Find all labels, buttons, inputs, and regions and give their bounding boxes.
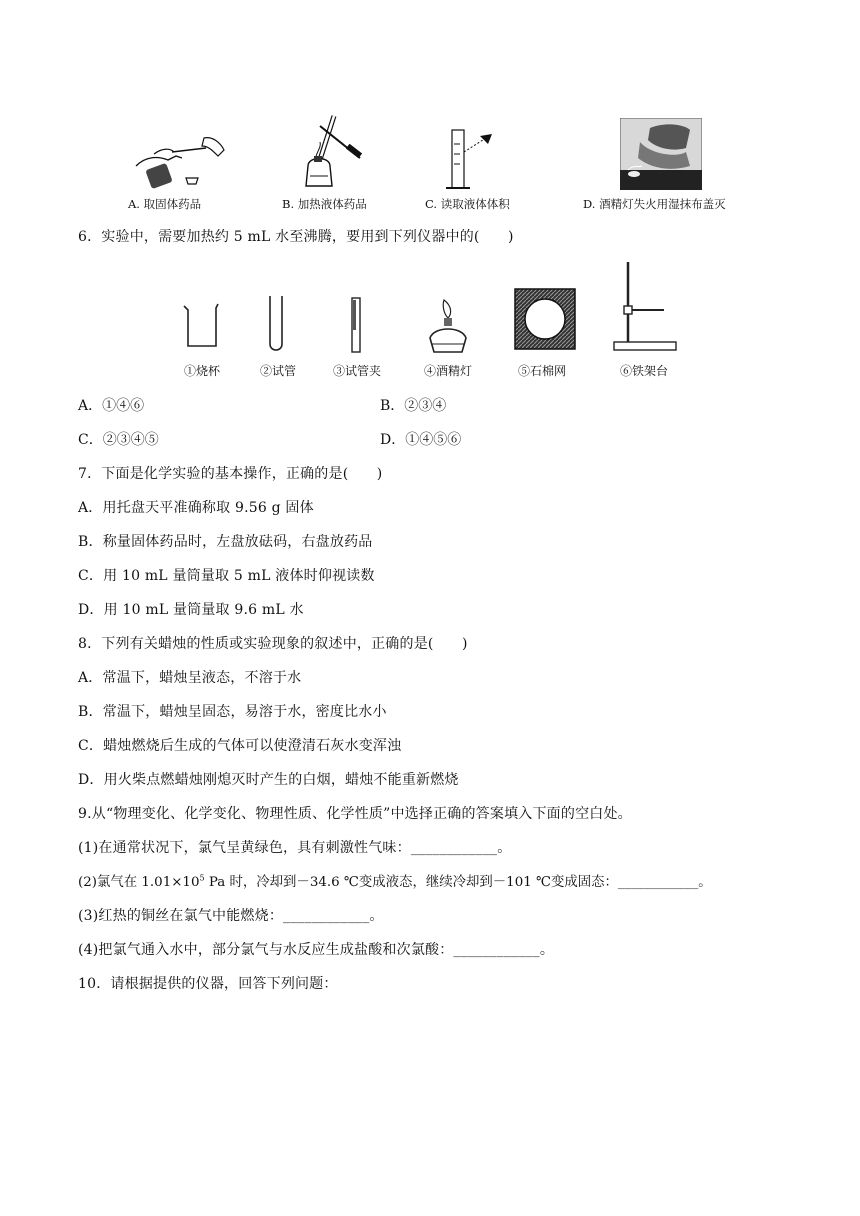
label-test-tube: ②试管 xyxy=(260,364,297,378)
q6-option-c: C．②③④⑤ xyxy=(78,432,159,448)
q8-option-a: A．常温下，蜡烛呈液态，不溶于水 xyxy=(78,670,302,686)
figure-read-volume xyxy=(440,124,500,194)
q8-option-b: B．常温下，蜡烛呈固态，易溶于水，密度比水小 xyxy=(78,704,387,720)
q6-option-b: B．②③④ xyxy=(380,398,447,414)
figure-take-solid xyxy=(128,128,238,190)
q10-stem: 10．请根据提供的仪器，回答下列问题： xyxy=(78,976,338,992)
figure-heat-liquid xyxy=(290,108,370,196)
label-gauze: ⑤石棉网 xyxy=(518,364,567,378)
beaker-icon xyxy=(180,300,222,350)
q7-option-b: B．称量固体药品时，左盘放砝码，右盘放药品 xyxy=(78,534,373,550)
q7-option-c: C．用 10 mL 量筒量取 5 mL 液体时仰视读数 xyxy=(78,568,375,584)
q7-stem: 7．下面是化学实验的基本操作，正确的是( ) xyxy=(78,466,383,482)
q6-option-a: A．①④⑥ xyxy=(78,398,145,414)
label-beaker: ①烧杯 xyxy=(184,364,221,378)
caption-a: A. 取固体药品 xyxy=(128,197,202,211)
label-lamp: ④酒精灯 xyxy=(424,364,473,378)
q9-sub-2-pre: (2)氯气在 1.01×10 xyxy=(78,875,200,890)
label-clamp: ③试管夹 xyxy=(333,364,382,378)
test-tube-clamp-icon xyxy=(348,296,364,356)
alcohol-lamp-icon xyxy=(424,296,472,356)
q9-sub-2-exponent: 5 xyxy=(199,873,205,883)
q9-sub-2-post: Pa 时，冷却到－34.6 ℃变成液态，继续冷却到－101 ℃变成固态：____________。 xyxy=(204,875,712,890)
q8-option-c: C．蜡烛燃烧后生成的气体可以使澄清石灰水变浑浊 xyxy=(78,738,402,754)
q6-option-d: D．①④⑤⑥ xyxy=(380,432,462,448)
q7-option-d: D．用 10 mL 量筒量取 9.6 mL 水 xyxy=(78,602,304,618)
label-iron-stand: ⑥铁架台 xyxy=(620,364,669,378)
q9-sub-4: (4)把氯气通入水中，部分氯气与水反应生成盐酸和次氯酸：____________。 xyxy=(78,942,555,958)
caption-d: D. 酒精灯失火用湿抹布盖灭 xyxy=(583,197,726,211)
q9-sub-2 xyxy=(78,871,712,890)
caption-c: C. 读取液体体积 xyxy=(425,197,510,211)
q8-stem: 8．下列有关蜡烛的性质或实验现象的叙述中，正确的是( ) xyxy=(78,636,468,652)
test-tube-icon xyxy=(266,294,286,354)
iron-stand-icon xyxy=(608,260,680,352)
q9-sub-1: (1)在通常状况下，氯气呈黄绿色，具有刺激性气味：____________。 xyxy=(78,840,512,856)
q7-option-a: A．用托盘天平准确称取 9.56 g 固体 xyxy=(78,500,314,516)
figure-extinguish xyxy=(620,118,702,190)
q8-option-d: D．用火柴点燃蜡烛刚熄灭时产生的白烟，蜡烛不能重新燃烧 xyxy=(78,772,459,788)
caption-b: B. 加热液体药品 xyxy=(282,197,367,211)
q9-sub-3: (3)红热的铜丝在氯气中能燃烧：____________。 xyxy=(78,908,384,924)
q6-stem: 6．实验中，需要加热约 5 mL 水至沸腾，要用到下列仪器中的( ) xyxy=(78,229,514,245)
asbestos-gauze-icon xyxy=(514,288,576,350)
q9-stem: 9.从“物理变化、化学变化、物理性质、化学性质”中选择正确的答案填入下面的空白处。 xyxy=(78,806,632,822)
